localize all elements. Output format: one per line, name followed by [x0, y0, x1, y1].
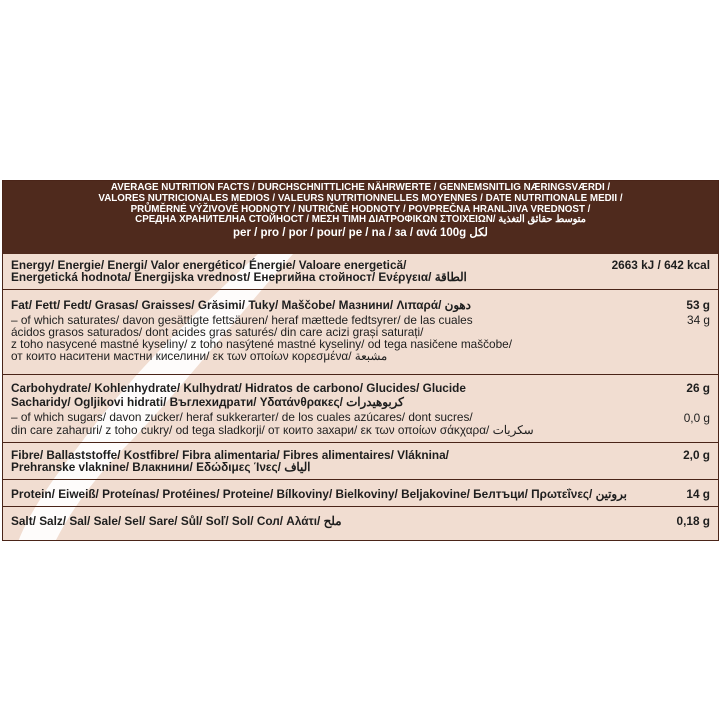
nutrition-panel	[2, 180, 719, 541]
nutrition-rows	[3, 254, 718, 534]
protein-line-1: Protein/ Eiweiß/ Proteínas/ Protéines/ Proteine/ Bílkoviny/ Bielkoviny/ Beljakovine/ Белтъци/ Πρωτεΐνες/ بروتين	[11, 487, 627, 501]
fibre-line-2: Prehranske vlaknine/ Влакнини/ Εδώδιμες Ίνες/ الياف	[11, 460, 311, 474]
header-line-3: PRŮMĚRNÉ VÝŽIVOVÉ HODNOTY / NUTRIČNÉ HODNOTY / POVPREČNA HRANLJIVA VREDNOST /	[130, 203, 591, 215]
row-energy	[3, 254, 718, 290]
row-protein	[3, 480, 718, 507]
header-line-4: СРЕДНА ХРАНИТЕЛНА СТОЙНОСТ / ΜΕΣΗ ΤΙΜΗ ΔΙΑΤΡΟΦΙΚΩΝ ΣΤΟΙΧΕΙΩΝ/ متوسط حقائق التغذية	[135, 214, 586, 226]
saturates-line-3: z toho nasycené mastné kyseliny/ z toho nasýtené mastné kyseliny/ od tega nasičene maščobe/	[11, 337, 512, 351]
protein-label	[11, 488, 628, 500]
fibre-value: 2,0 g	[683, 448, 710, 462]
saturates-line-4: от които наситени мастни киселини/ εκ των οποίων κορεσμένα/ مشبعة	[11, 349, 388, 363]
fat-label	[11, 299, 628, 362]
energy-label	[11, 259, 628, 283]
header-line-2: VALORES NUTRICIONALES MEDIOS / VALEURS NUTRITIONNELLES MOYENNES / DATE NUTRITIONALE MEDII /	[98, 192, 623, 204]
header-line-1: AVERAGE NUTRITION FACTS / DURCHSCHNITTLICHE NÄHRWERTE / GENNEMSNITLIG NÆRINGSVÆRDI /	[110, 182, 611, 193]
fat-value: 53 g	[686, 298, 710, 312]
row-fibre	[3, 443, 718, 480]
table-header	[3, 181, 718, 254]
salt-value: 0,18 g	[676, 514, 710, 528]
protein-value: 14 g	[686, 487, 710, 501]
carbohydrate-label	[11, 382, 628, 436]
energy-line-2: Energetická hodnota/ Energijska vrednost/ Енергийна стойност/ Ενέργεια/ الطاقة	[11, 270, 467, 284]
carbohydrate-line-1: Carbohydrate/ Kohlenhydrate/ Kulhydrat/ Hidratos de carbono/ Glucides/ Glucide	[11, 381, 466, 395]
row-salt	[3, 507, 718, 534]
sugars-line-2: din care zaharuri/ z toho cukry/ od tega sladkorji/ от които захари/ εκ των οποίων σάκχαρα/ سكريات	[11, 423, 534, 437]
header-per-100g: per / pro / por / pour/ pe / na / за / ανά 100g لكل	[233, 227, 488, 240]
row-carbohydrate	[3, 375, 718, 443]
fat-line-1: Fat/ Fett/ Fedt/ Grasas/ Graisses/ Grăsimi/ Tuky/ Maščobe/ Мазнини/ Λιπαρά/ دهون	[11, 298, 471, 312]
fibre-label	[11, 449, 628, 473]
sugars-value: 0,0 g	[683, 411, 710, 425]
sugars-line-1: – of which sugars/ davon zucker/ heraf sukkerarter/ de los cuales azúcares/ dont sucres/	[11, 410, 473, 424]
salt-label	[11, 515, 628, 527]
saturates-value: 34 g	[687, 313, 710, 327]
saturates-line-2: ácidos grasos saturados/ dont acides gras saturés/ din care acizi grași saturați/	[11, 325, 424, 339]
carbohydrate-value: 26 g	[686, 381, 710, 395]
fibre-line-1: Fibre/ Ballaststoffe/ Kostfibre/ Fibra alimentaria/ Fibres alimentaires/ Vláknina/	[11, 448, 449, 462]
row-fat	[3, 290, 718, 375]
energy-value: 2663 kJ / 642 kcal	[611, 258, 710, 272]
salt-line-1: Salt/ Salz/ Sal/ Sale/ Sel/ Sare/ Sůl/ Soľ/ Sol/ Сол/ Αλάτι/ ملح	[11, 514, 342, 528]
saturates-line-1: – of which saturates/ davon gesättigte fettsäuren/ heraf mættede fedtsyrer/ de las cuales	[11, 313, 473, 327]
carbohydrate-line-2: Sacharidy/ Ogljikovi hidrati/ Въглехидрати/ Υδατάνθρακες/ كربوهيدرات	[11, 395, 404, 409]
energy-line-1: Energy/ Energie/ Energi/ Valor energético/ Énergie/ Valoare energetică/	[11, 258, 407, 272]
